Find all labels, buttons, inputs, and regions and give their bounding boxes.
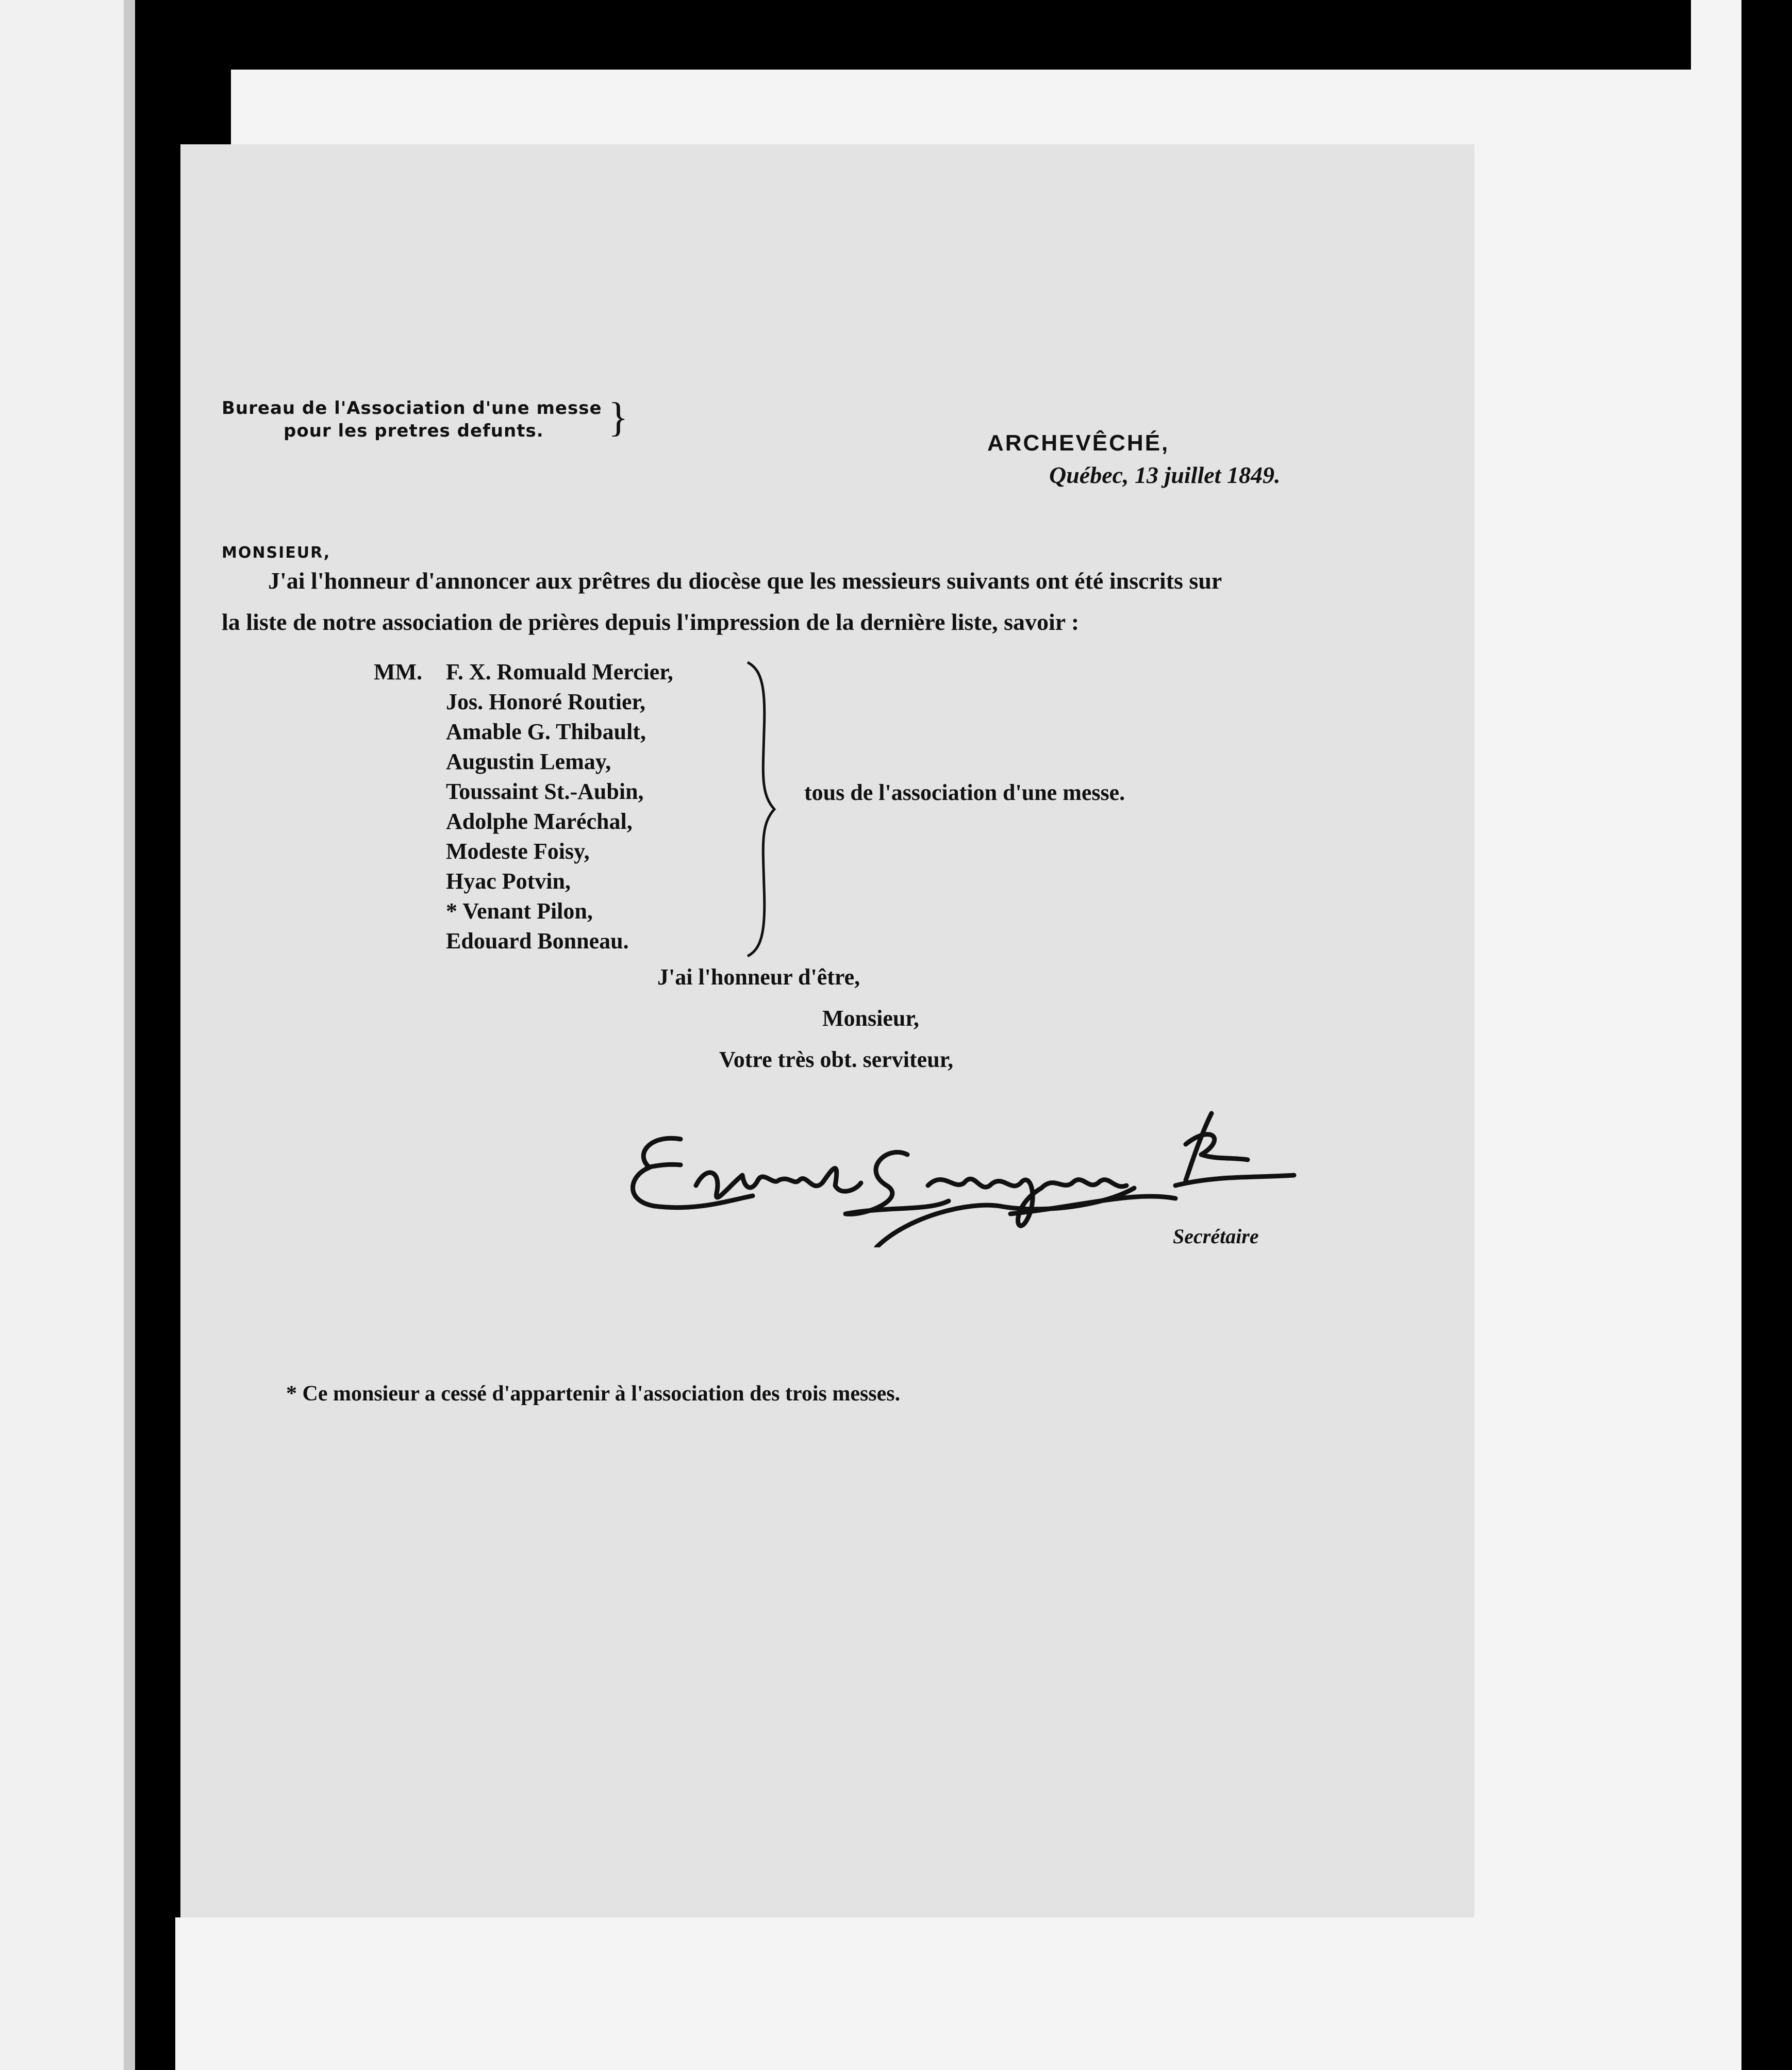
body-line-2: la liste de notre association de prières depuis l'impression de la dernière liste, savoir : (222, 609, 1080, 635)
salutation: MONSIEUR, (222, 544, 331, 562)
body-line-1: J'ai l'honneur d'annoncer aux prêtres du diocèse que les messieurs suivants ont été inscrits sur (268, 567, 1222, 594)
name-item: Edouard Bonneau. (446, 928, 629, 954)
footnote: * Ce monsieur a cessé d'appartenir à l'association des trois messes. (286, 1382, 901, 1406)
names-brace (742, 660, 784, 959)
signature-text: Edmond Langevin Ptre (619, 1082, 624, 1083)
name-item: Augustin Lemay, (446, 749, 611, 774)
name-item: Toussaint St.-Aubin, (446, 779, 644, 804)
names-prefix: MM. (374, 659, 423, 685)
office-heading-line1: Bureau de l'Association d'une messe (222, 398, 602, 419)
closing-line-2: Monsieur, (822, 1006, 919, 1031)
film-spine (135, 0, 175, 2070)
names-row (374, 837, 673, 866)
name-item: Modeste Foisy, (446, 839, 590, 864)
names-row (374, 777, 673, 807)
name-item: Adolphe Maréchal, (446, 809, 633, 834)
backing-sheet-bottom (175, 1917, 1743, 2070)
names-row (374, 866, 673, 896)
archeveche-heading: ARCHEVÊCHÉ, (987, 430, 1170, 456)
names-row (374, 926, 673, 956)
names-list (374, 657, 673, 956)
names-row (374, 807, 673, 837)
names-row (374, 747, 673, 777)
name-item: * Venant Pilon, (446, 898, 593, 924)
names-row (374, 896, 673, 926)
names-row (374, 717, 673, 747)
name-item: Jos. Honoré Routier, (446, 689, 646, 714)
name-item: Hyac Potvin, (446, 869, 571, 894)
place-date: Québec, 13 juillet 1849. (1049, 462, 1281, 488)
name-item: F. X. Romuald Mercier, (446, 659, 673, 685)
names-row-0 (374, 657, 673, 687)
signatory-title: Secrétaire (1173, 1225, 1259, 1248)
group-note: tous de l'association d'une messe. (804, 780, 1125, 805)
office-heading-line2: pour les pretres defunts. (284, 421, 544, 441)
name-item: Amable G. Thibault, (446, 719, 646, 744)
heading-brace: } (608, 395, 628, 440)
film-right-edge (1741, 0, 1792, 2070)
handwritten-signature (619, 1082, 1299, 1247)
closing-line-1: J'ai l'honneur d'être, (657, 964, 860, 990)
names-row (374, 687, 673, 717)
film-left-strip (0, 0, 129, 2070)
office-heading (222, 397, 602, 442)
closing-line-3: Votre très obt. serviteur, (719, 1047, 954, 1072)
